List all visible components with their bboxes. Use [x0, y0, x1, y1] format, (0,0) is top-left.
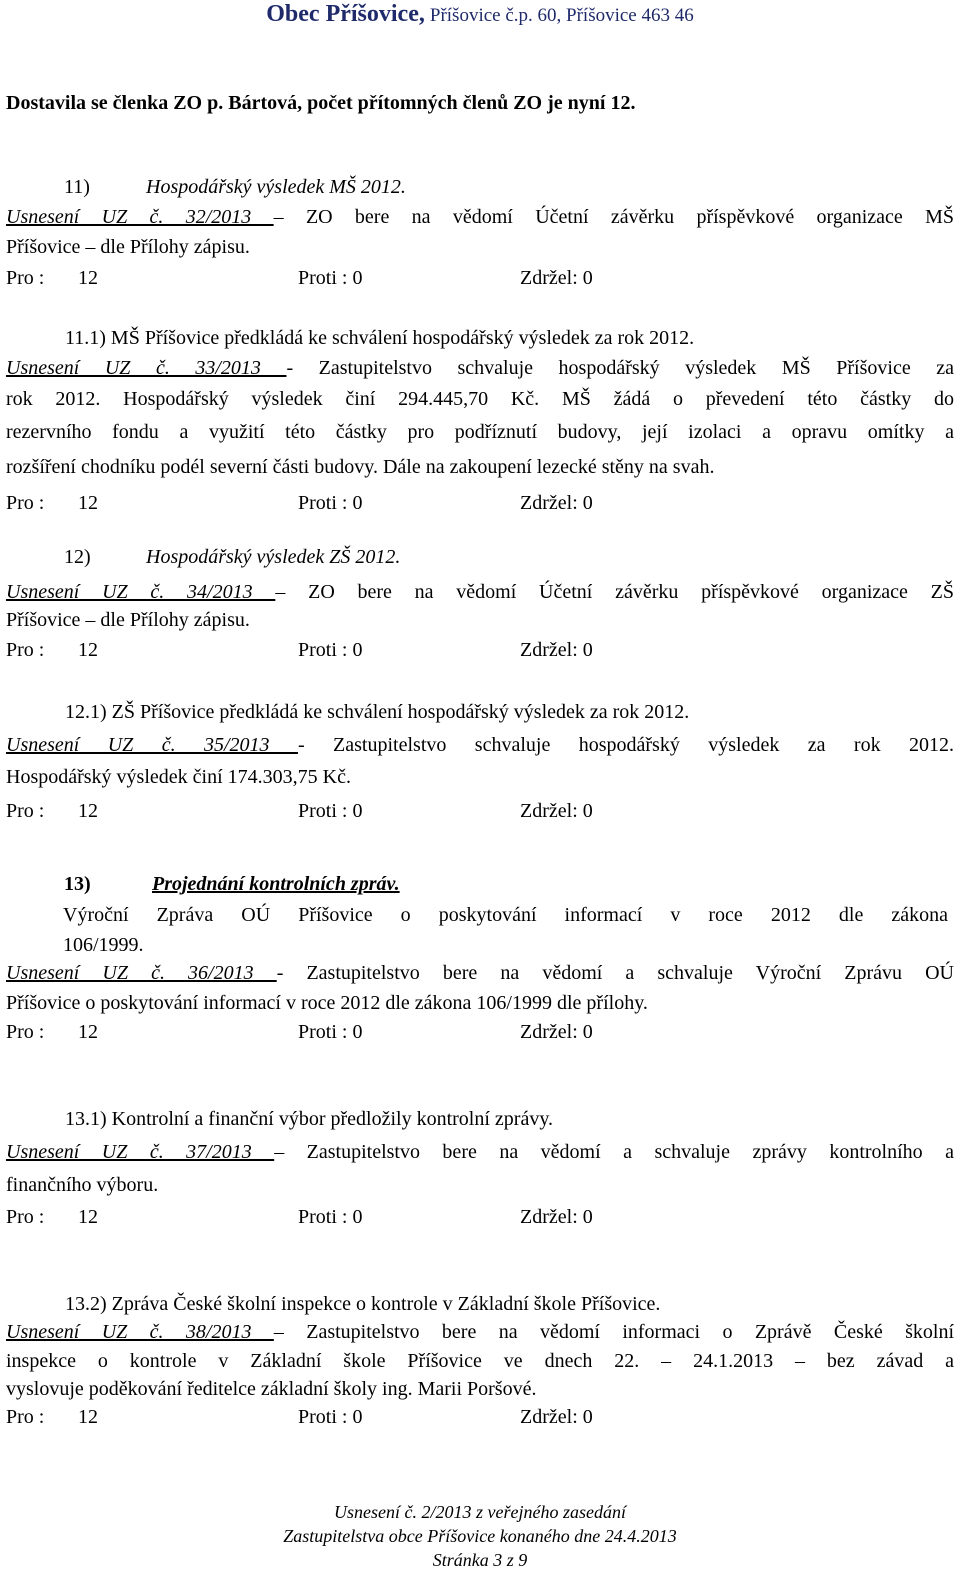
resolution-36-line-1: Usnesení UZ č. 36/2013 - Zastupitelstvo bere na vědomí a schvaluje Výroční Zprávu OÚ — [6, 962, 954, 984]
municipality-name: Obec Příšovice, — [266, 1, 425, 27]
resolution-33-line-4: rozšíření chodníku podél severní části budovy. Dále na zakoupení lezecké stěny na svah. — [6, 456, 715, 478]
section-11-heading — [6, 175, 406, 199]
resolution-34-line-2: Příšovice – dle Přílohy zápisu. — [6, 609, 250, 631]
section-13-heading — [6, 872, 400, 896]
resolution-label: Usnesení UZ č. 37/2013 — [6, 1141, 275, 1163]
resolution-32-line-2: Příšovice – dle Přílohy zápisu. — [6, 236, 250, 258]
resolution-36-line-2: Příšovice o poskytování informací v roce 2012 dle zákona 106/1999 dle přílohy. — [6, 992, 648, 1014]
section-title: Hospodářský výsledek ZŠ 2012. — [146, 546, 401, 568]
section-12-heading — [6, 545, 400, 569]
section-number: 11) — [64, 176, 90, 198]
resolution-label: Usnesení UZ č. 36/2013 — [6, 962, 277, 984]
resolution-32-line-1: Usnesení UZ č. 32/2013 – ZO bere na vědomí Účetní závěrku příspěvkové organizace MŠ — [6, 206, 954, 228]
resolution-label: Usnesení UZ č. 35/2013 — [6, 734, 298, 756]
resolution-33-line-3: rezervního fondu a využití této částky pro podříznutí budovy, její izolaci a opravu omítky a — [6, 421, 954, 443]
resolution-label: Usnesení UZ č. 32/2013 — [6, 206, 274, 228]
section-title: Projednání kontrolních zpráv. — [152, 873, 400, 895]
annual-report-line-1: Výroční Zpráva OÚ Příšovice o poskytování informací v roce 2012 dle zákona — [63, 904, 948, 926]
resolution-33-line-1: Usnesení UZ č. 33/2013 - Zastupitelstvo schvaluje hospodářský výsledek MŠ Příšovice za — [6, 357, 954, 379]
footer-line-1: Usnesení č. 2/2013 z veřejného zasedání — [334, 1502, 626, 1522]
section-title: Hospodářský výsledek MŠ 2012. — [146, 176, 406, 198]
section-13-2-heading: 13.2) Zpráva České školní inspekce o kontrole v Základní škole Příšovice. — [65, 1293, 661, 1315]
resolution-34-line-1: Usnesení UZ č. 34/2013 – ZO bere na vědomí Účetní závěrku příspěvkové organizace ZŠ — [6, 581, 954, 603]
section-12-1-heading: 12.1) ZŠ Příšovice předkládá ke schválení hospodářský výsledek za rok 2012. — [65, 701, 690, 723]
resolution-38-line-3: vyslovuje poděkování ředitelce základní školy ing. Marii Poršové. — [6, 1378, 537, 1400]
section-13-1-heading: 13.1) Kontrolní a finanční výbor předložily kontrolní zprávy. — [65, 1108, 554, 1130]
document-header — [0, 2, 960, 28]
annual-report-line-2: 106/1999. — [63, 934, 144, 956]
resolution-35-line-1: Usnesení UZ č. 35/2013 - Zastupitelstvo schvaluje hospodářský výsledek za rok 2012. — [6, 734, 954, 756]
resolution-label: Usnesení UZ č. 38/2013 — [6, 1321, 274, 1343]
footer-line-2: Zastupitelstva obce Příšovice konaného dne 24.4.2013 — [283, 1526, 677, 1546]
resolution-38-line-1: Usnesení UZ č. 38/2013 – Zastupitelstvo bere na vědomí informaci o Zprávě České školní — [6, 1321, 955, 1343]
resolution-label: Usnesení UZ č. 33/2013 — [6, 357, 287, 379]
resolution-label: Usnesení UZ č. 34/2013 — [6, 581, 276, 603]
page-number: Stránka 3 z 9 — [432, 1550, 528, 1570]
section-number: 13) — [64, 873, 91, 895]
resolution-35-line-2: Hospodářský výsledek činí 174.303,75 Kč. — [6, 766, 351, 788]
municipality-address: Příšovice č.p. 60, Příšovice 463 46 — [429, 5, 694, 26]
resolution-37-line-1: Usnesení UZ č. 37/2013 – Zastupitelstvo bere na vědomí a schvaluje zprávy kontrolního a — [6, 1141, 954, 1163]
attendance-note: Dostavila se členka ZO p. Bártová, počet přítomných členů ZO je nyní 12. — [6, 92, 636, 114]
section-11-1-heading: 11.1) MŠ Příšovice předkládá ke schválení hospodářský výsledek za rok 2012. — [65, 327, 695, 349]
resolution-37-line-2: finančního výboru. — [6, 1174, 159, 1196]
resolution-33-line-2: rok 2012. Hospodářský výsledek činí 294.445,70 Kč. MŠ žádá o převedení této částky do — [6, 388, 954, 410]
section-number: 12) — [64, 546, 91, 568]
resolution-38-line-2: inspekce o kontrole v Základní škole Příšovice ve dnech 22. – 24.1.2013 – bez závad a — [6, 1350, 954, 1372]
